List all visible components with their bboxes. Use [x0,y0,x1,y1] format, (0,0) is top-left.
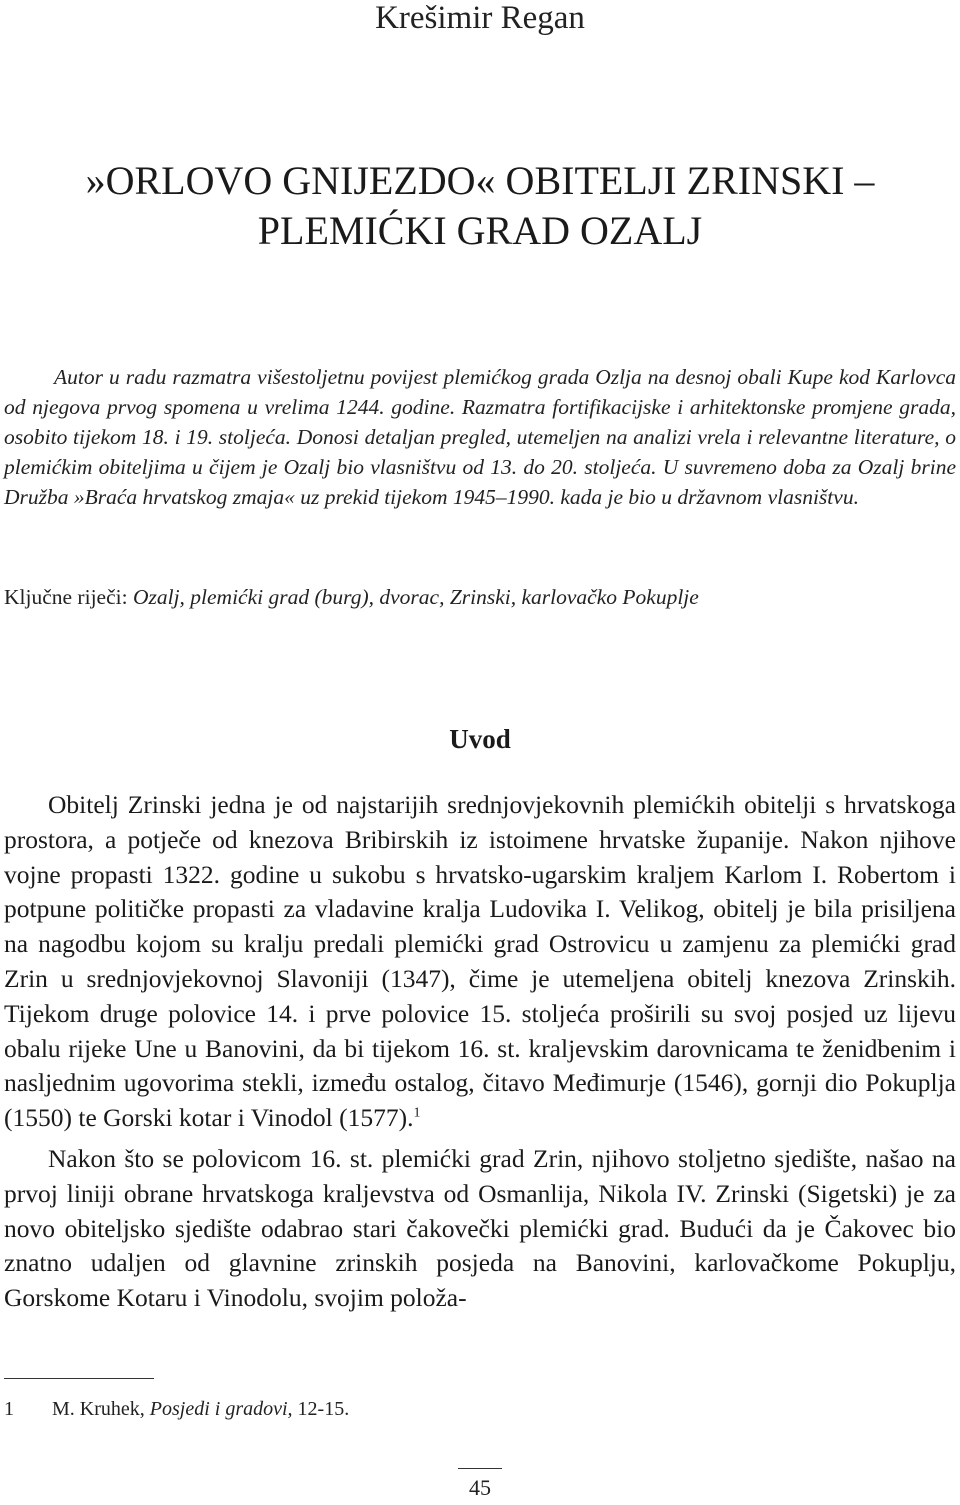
article-title [0,156,960,256]
author-name: Krešimir Regan [375,0,585,36]
keywords-value: Ozalj, plemićki grad (burg), dvorac, Zrinski, karlovačko Pokuplje [132,585,699,609]
keywords-label: Ključne riječi: [4,585,128,609]
page-number-divider [458,1468,502,1469]
body-paragraph-2: Nakon što se polovicom 16. st. plemićki grad Zrin, njihovo stoljetno sjedište, našao na prvoj liniji obrane hrvatskoga kraljevstva od Osmanlija, Nikola IV. Zrinski (Sigetski) je za novo obiteljsko sjedište odabrao stari čakovečki plemićki grad. Budući da je Čakovec bio znatno udaljen od glavnine zrinskih posjeda na Banovini, karlovačkome Pokuplju, Gorskome Kotaru i Vinodolu, svojim položa- [4,1143,956,1313]
footnote [4,1395,349,1423]
footnote-pages: 12-15. [297,1398,350,1420]
page-number: 45 [469,1475,491,1500]
keywords [4,582,956,612]
body-paragraph-1 [4,788,956,1136]
section-heading: Uvod [449,724,511,754]
article-title-line-2: PLEMIĆKI GRAD OZALJ [257,208,703,253]
footnote-work-title: Posjedi i gradovi, [149,1398,293,1420]
footnote-reference[interactable]: 1 [413,1105,421,1121]
body-paragraph-1-text: Obitelj Zrinski jedna je od najstarijih srednjovjekovnih plemićkih obitelji s hrvatskoga prostora, a potječe od knezova Bribirskih iz istoimene hrvatske županije. Nakon njihove vojne propasti 1322. godine u sukobu s hrvatsko-ugarskim kraljem Karlom I. Robertom i potpune političke propasti za vladavine kralja Ludovika I. Velikog, obitelj je bila prisiljena na nagodbu kojom su kralju predali plemićki grad Ostrovicu u zamjenu za plemićki grad Zrin u srednjovjekovnoj Slavoniji (1347), čime je utemeljena obitelj knezova Zrinskih. Tijekom druge polovice 14. i prve polovice 15. stoljeća proširili su svoj posjed uz lijevu obalu rijeke Une u Banovini, da bi tijekom 16. st. kraljevskim darovnicama te ženidbenim i nasljednim ugovorima stekli, između ostalog, čitavo Međimurje (1546), gornji dio Pokuplja (1550) te Gorski kotar i Vinodol (1577). [4,790,956,1133]
footnote-number: 1 [4,1398,14,1420]
footnote-author: M. Kruhek, [52,1398,145,1420]
body-text [4,788,956,1316]
footnote-divider [4,1378,154,1379]
abstract: Autor u radu razmatra višestoljetnu povijest plemićkog grada Ozlja na desnoj obali Kupe kod Karlovca od njegova prvog spomena u vrelima 1244. godine. Razmatra fortifikacijske i arhitektonske promjene grada, osobito tijekom 18. i 19. stoljeća. Donosi detaljan pregled, utemeljen na analizi vrela i relevantne literature, o plemićkim obiteljima u čijem je Ozalj bio vlasništvu od 13. do 20. stoljeća. U suvremeno doba za Ozalj brine Družba »Braća hrvatskog zmaja« uz prekid tijekom 1945–1990. kada je bio u državnom vlasništvu. [4,365,956,509]
article-title-line-1: »ORLOVO GNIJEZDO« OBITELJI ZRINSKI – [85,158,875,203]
